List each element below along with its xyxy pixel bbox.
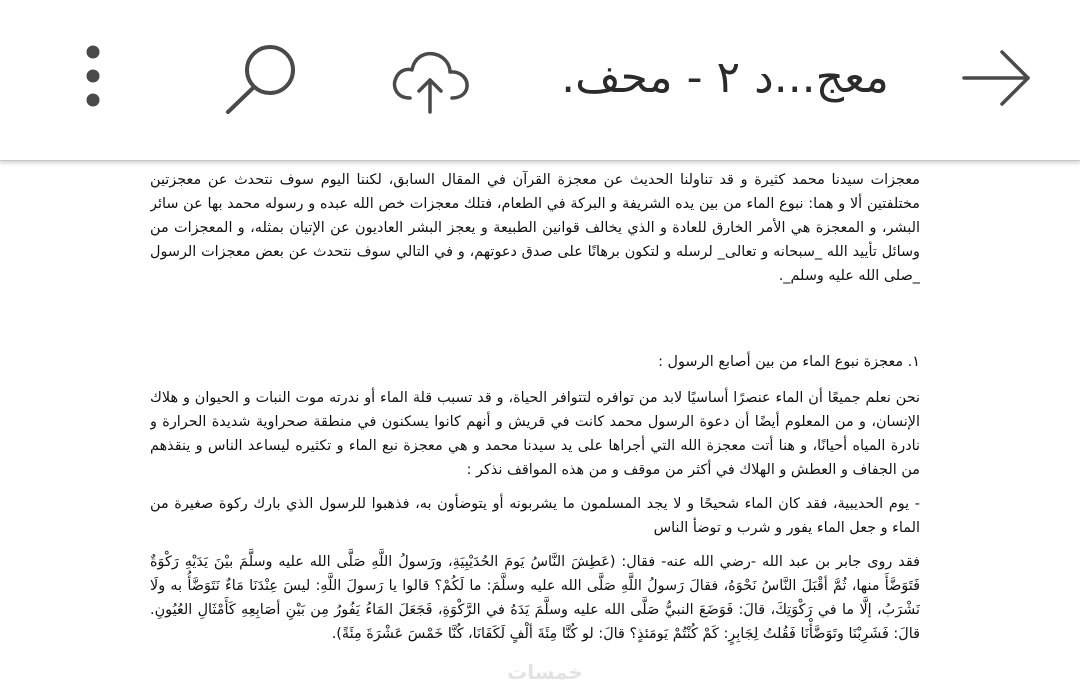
body-paragraph-water: نحن نعلم جميعًا أن الماء عنصرًا أساسيًا لابد من توافره لتتوافر الحياة، و قد تسبب قلة الماء أو ندرته موت النبات و الحيوان و هلاك الإنسان، و من المعلوم أيضًا أن دعوة الرسول محمد كانت في قريش و أنهم كانوا يسكنون في منطقة صحراوية شديدة الحرارة و نادرة المياه أحيانًا، و هنا أتت معجزة الله التي أجراها على يد سيدنا محمد و هي معجزة نبع الماء و تكثيره ليساعد الناس و ينقذهم من الجفاف و العطش و الهلاك في أكثر من موقف و من هذه المواقف نذكر :: [150, 390, 920, 478]
search-icon[interactable]: [222, 42, 302, 118]
forward-arrow-icon[interactable]: [960, 46, 1034, 110]
body-paragraph-hudaybiyyah: - يوم الحديبية، فقد كان الماء شحيحًا و لا يجد المسلمون ما يشربونه أو يتوضأون به، فذهبوا للرسول الذي بارك ركوة صغيرة من الماء و جعل الماء يفور و شرب و توضأ الناس: [150, 496, 920, 536]
intro-paragraph: معجزات سيدنا محمد كثيرة و قد تناولنا الحديث عن معجزة القرآن في المقال السابق، لكننا اليوم سوف نتحدث عن معجزتين مختلفتين ألا و هما: نبوع الماء من بين يده الشريفة و البركة في الطعام، فتلك معجزات خص الله عبده و رسوله محمد بها عن سائر البشر، و المعجزة هي الأمر الخارق للعادة و الذي يخالف قوانين الطبيعة و يعجز البشر العاديون عن الإتيان بمثله، و المعجزات من وسائل تأييد الله _سبحانه و تعالى_ لرسله و لتكون برهانًا على صدق دعوتهم، و في التالي سوف نتحدث عن بعض معجزات الرسول _صلى الله عليه وسلم_.: [150, 172, 920, 284]
body-paragraph-hadith: فقد روى جابر بن عبد الله -رضي الله عنه- فقال: (عَطِشَ النَّاسُ يَومَ الحُدَيْبِيَةِ، ورَسولُ اللَّهِ صَلَّى الله عليه وسلَّمَ بيْنَ يَدَيْهِ رَكْوَةٌ فَتَوَضَّأَ منها، ثُمَّ أقْبَلَ النَّاسُ نَحْوَهُ، فقالَ رَسولُ اللَّهِ صَلَّى الله عليه وسلَّمَ: ما لَكُمْ؟ قالوا يا رَسولَ اللَّهِ: ليسَ عِنْدَنَا مَاءٌ نَتَوَضَّأُ به ولَا نَشْرَبُ، إلَّا ما في رَكْوَتِكَ، قالَ: فَوَضَعَ النبيُّ صَلَّى الله عليه وسلَّمَ يَدَهُ في الرَّكْوَةِ، فَجَعَلَ المَاءُ يَفُورُ مِن بَيْنِ أصَابِعِهِ كَأَمْثَالِ العُيُونِ. قالَ: فَشَرِبْنَا وتَوَضَّأْنَا فَقُلتُ لِجَابِرٍ: كَمْ كُنْتُمْ يَومَئذٍ؟ قالَ: لو كُنَّا مِئَةَ ألْفٍ لَكَفَانَا، كُنَّا خَمْسَ عَشْرَةَ مِئَةً).: [150, 554, 920, 642]
document-body: [150, 168, 920, 689]
watermark: خمسات: [507, 660, 583, 684]
document-title[interactable]: معج...د ٢ - محف.: [561, 52, 889, 103]
top-toolbar: [0, 0, 1080, 161]
section-heading: ١. معجزة نبوع الماء من بين أصابع الرسول :: [658, 354, 920, 370]
cloud-upload-icon[interactable]: [388, 46, 472, 118]
more-vertical-icon[interactable]: [70, 42, 116, 118]
